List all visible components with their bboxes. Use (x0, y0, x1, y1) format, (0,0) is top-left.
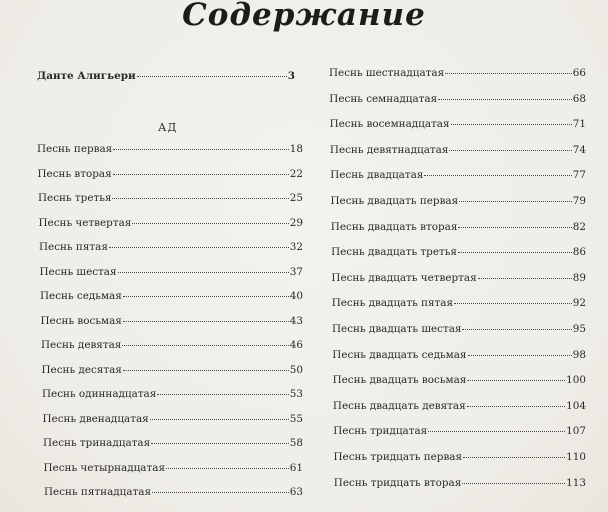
toc-entry-label: Песнь тридцать вторая (333, 476, 462, 489)
toc-entry-label: Песнь четвертая (38, 216, 132, 229)
toc-entry-page: 86 (572, 246, 586, 259)
toc-entry-page: 53 (289, 388, 303, 400)
toc-entry-page: 22 (289, 167, 303, 180)
dot-leader (468, 355, 572, 356)
page-title: Содержание (182, 0, 426, 33)
toc-entry-page: 92 (572, 297, 586, 310)
toc-entry-page: 25 (289, 192, 303, 204)
toc-entry-page: 50 (289, 363, 303, 376)
toc-entry-label: Песнь двадцать четвертая (331, 271, 477, 284)
dot-leader (463, 457, 565, 458)
dot-leader (459, 201, 572, 202)
toc-entry[interactable] (329, 93, 586, 106)
toc-entry-label: Песнь двадцать шестая (332, 323, 462, 335)
toc-entry-label: Песнь двадцатая (330, 169, 424, 182)
toc-entry[interactable] (37, 143, 303, 156)
dot-leader (152, 492, 289, 493)
toc-entry-page: 82 (572, 220, 586, 233)
toc-entry-label: Песнь третья (38, 192, 112, 204)
dot-leader (112, 198, 288, 199)
dot-leader (113, 174, 289, 175)
toc-entry-page: 77 (572, 169, 586, 182)
toc-entry[interactable] (334, 477, 586, 490)
dot-leader (478, 278, 572, 279)
toc-entry[interactable] (330, 169, 586, 182)
toc-entry[interactable] (331, 246, 586, 259)
toc-entry-page: 100 (566, 374, 586, 387)
dot-leader (123, 370, 289, 371)
toc-entry[interactable] (333, 400, 586, 413)
toc-entry-label: Песнь семнадцатая (329, 92, 438, 105)
toc-entry[interactable] (39, 241, 303, 254)
toc-entry-page: 40 (289, 290, 303, 302)
toc-entry[interactable] (39, 217, 304, 230)
dot-leader (451, 124, 572, 125)
toc-entry[interactable] (43, 413, 304, 426)
toc-entry-page: 110 (566, 451, 586, 463)
toc-entry-page: 18 (289, 143, 303, 155)
toc-entry[interactable] (40, 290, 303, 303)
toc-entry[interactable] (38, 192, 303, 205)
toc-entry-label: Песнь тринадцатая (43, 437, 151, 449)
dot-leader (132, 223, 288, 224)
toc-entry-page: 113 (566, 476, 586, 489)
toc-entry-page: 3 (287, 70, 295, 82)
toc-entry[interactable] (332, 323, 586, 336)
toc-entry-page: 98 (572, 348, 586, 361)
dot-leader (445, 73, 572, 74)
toc-entry[interactable] (334, 451, 587, 464)
toc-entry[interactable] (331, 272, 586, 285)
toc-entry[interactable] (44, 486, 303, 499)
toc-entry-label: Данте Алигьери (37, 70, 136, 82)
toc-entry-label: Песнь двадцать первая (330, 195, 459, 207)
toc-entry-label: Песнь восемнадцатая (329, 118, 450, 131)
dot-leader (122, 345, 288, 346)
toc-entry-label: Песнь пятая (39, 241, 108, 253)
toc-entry-page: 74 (572, 143, 586, 156)
toc-entry-label: Песнь девятнадцатая (329, 143, 449, 156)
toc-entry-label: Песнь восьмая (40, 314, 122, 327)
dot-leader (123, 296, 289, 297)
dot-leader (137, 76, 287, 77)
toc-entry[interactable] (41, 315, 304, 328)
dot-leader (462, 329, 571, 330)
toc-entry-label: Песнь вторая (37, 167, 112, 180)
dot-leader (151, 443, 289, 444)
toc-entry-page: 107 (566, 425, 586, 438)
dot-leader (428, 431, 565, 432)
toc-entry-author[interactable] (37, 70, 295, 83)
toc-entry-label: Песнь двенадцатая (42, 412, 149, 425)
dot-leader (113, 149, 289, 150)
toc-entry[interactable] (330, 144, 586, 157)
toc-entry-page: 46 (289, 339, 303, 351)
toc-entry[interactable] (333, 425, 586, 438)
toc-entry[interactable] (332, 297, 586, 310)
toc-entry[interactable] (332, 349, 586, 362)
toc-entry-label: Песнь девятая (41, 339, 122, 351)
dot-leader (109, 247, 289, 248)
toc-entry[interactable] (38, 168, 304, 181)
dot-leader (166, 468, 289, 469)
dot-leader (449, 150, 571, 151)
toc-entry-page: 71 (572, 118, 586, 131)
toc-entry[interactable] (333, 374, 586, 387)
toc-entry-label: Песнь тридцать первая (333, 451, 463, 463)
dot-leader (458, 227, 571, 228)
toc-entry-page: 55 (289, 412, 303, 425)
toc-entry[interactable] (41, 339, 303, 352)
toc-entry-label: Песнь первая (37, 143, 113, 155)
toc-entry[interactable] (329, 67, 586, 80)
dot-leader (150, 419, 289, 420)
toc-entry[interactable] (44, 462, 304, 475)
toc-entry-label: Песнь пятнадцатая (44, 486, 152, 498)
toc-entry-page: 68 (572, 92, 586, 105)
toc-entry[interactable] (42, 388, 303, 401)
dot-leader (123, 321, 289, 322)
toc-entry-label: Песнь двадцать седьмая (332, 348, 467, 361)
toc-entry-page: 79 (572, 195, 586, 207)
toc-entry[interactable] (331, 221, 586, 234)
dot-leader (467, 380, 565, 381)
toc-entry[interactable] (330, 118, 586, 131)
dot-leader (157, 394, 288, 395)
toc-entry-page: 61 (289, 461, 303, 474)
toc-entry[interactable] (42, 364, 304, 377)
dot-leader (458, 252, 572, 253)
toc-entry-page: 58 (289, 437, 303, 449)
toc-entry[interactable] (331, 195, 587, 208)
dot-leader (454, 303, 572, 304)
toc-entry-label: Песнь десятая (41, 363, 122, 376)
toc-entry-page: 32 (289, 241, 303, 253)
dot-leader (118, 272, 289, 273)
toc-entry-label: Песнь двадцать пятая (331, 297, 454, 310)
toc-entry-page: 63 (289, 486, 303, 498)
toc-entry[interactable] (40, 266, 304, 279)
toc-entry-page: 37 (289, 265, 303, 278)
toc-entry-page: 95 (572, 323, 586, 335)
section-heading: АД (158, 121, 178, 134)
toc-entry-label: Песнь двадцать третья (331, 246, 457, 259)
toc-entry-page: 104 (566, 399, 586, 412)
toc-entry-label: Песнь двадцать девятая (332, 399, 466, 412)
toc-entry-label: Песнь четырнадцатая (43, 461, 165, 474)
toc-entry-label: Песнь седьмая (40, 290, 122, 302)
toc-entry-label: Песнь шестая (39, 265, 117, 278)
toc-entry-label: Песнь одиннадцатая (42, 388, 157, 400)
toc-entry-label: Песнь двадцать восьмая (332, 374, 467, 387)
toc-entry-page: 43 (289, 314, 303, 327)
toc-entry-label: Песнь шестнадцатая (329, 67, 445, 79)
toc-entry[interactable] (43, 437, 303, 450)
dot-leader (467, 406, 565, 407)
toc-entry-page: 66 (572, 67, 586, 79)
toc-entry-label: Песнь двадцать вторая (330, 220, 458, 233)
dot-leader (462, 483, 565, 484)
dot-leader (438, 99, 572, 100)
dot-leader (424, 175, 571, 176)
toc-entry-page: 89 (572, 271, 586, 284)
toc-entry-label: Песнь тридцатая (333, 425, 428, 438)
toc-entry-page: 29 (289, 216, 303, 229)
